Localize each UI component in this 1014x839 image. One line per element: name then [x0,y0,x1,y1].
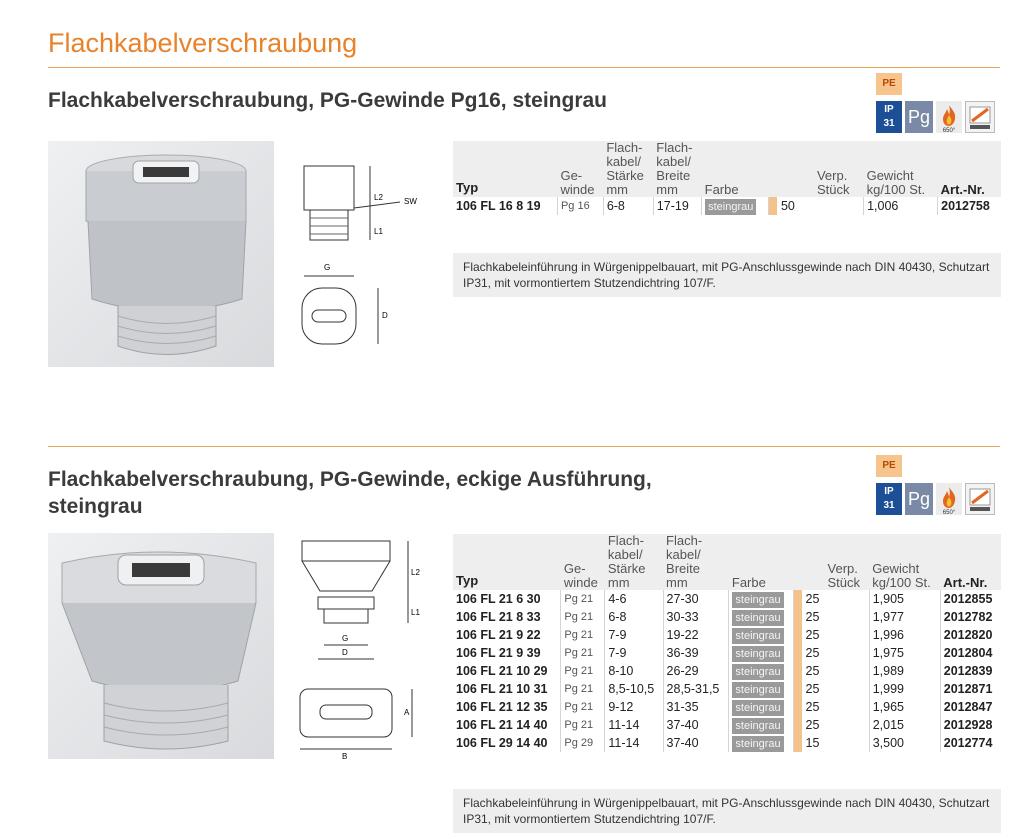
row-marker [793,716,802,734]
cell-art: 2012758 [941,199,990,213]
cell-typ: 106 FL 21 10 31 [453,680,561,698]
cell-gewinde: Pg 21 [561,680,605,698]
cell-art: 2012782 [943,610,993,624]
col-typ-header: Typ [456,573,479,588]
col-art-header: Art.-Nr. [943,575,988,590]
cell-art: 2012928 [943,718,993,732]
section2-title [48,466,652,520]
dim-b-label: B [342,752,348,761]
row-marker [793,734,802,752]
cell-farbe [729,734,793,752]
cell-breite: 26-29 [663,662,729,680]
table-row [453,626,1001,644]
farbe-chip: steingrau [732,592,783,608]
cell-typ: 106 FL 21 14 40 [453,716,561,734]
cell-breite: 19-22 [663,626,729,644]
dim-l2-label: L2 [374,193,383,202]
product-photo-1 [48,141,274,367]
farbe-chip: steingrau [732,628,783,644]
table-header-row [453,534,1001,590]
cell-verp: 25 [802,608,870,626]
table-row [453,197,1001,215]
row-marker [793,608,802,626]
col-breite-header: Flach- kabel/ Breite mm [666,533,703,590]
cell-verp: 25 [802,698,870,716]
cell-verp: 25 [802,680,870,698]
farbe-chip: steingrau [732,664,783,680]
cell-staerke: 7-9 [605,626,663,644]
row-marker [793,626,802,644]
col-art-header: Art.-Nr. [940,182,985,197]
col-staerke-header: Flach- kabel/ Stärke mm [606,140,644,197]
cell-gewinde: Pg 21 [561,644,605,662]
cell-gewicht: 1,006 [864,197,938,215]
row-marker [768,197,777,215]
table-body [453,590,1001,752]
pe-badge: PE [876,455,902,477]
col-gewinde-header: Ge- winde [560,168,595,197]
divider [48,67,1000,68]
badge-group [876,73,1000,137]
cell-gewinde: Pg 29 [561,734,605,752]
row-marker [793,698,802,716]
ip-value: 31 [883,118,895,129]
section1-title: Flachkabelverschraubung, PG-Gewinde Pg16, steingrau [48,89,607,112]
cell-farbe [729,590,793,608]
cell-typ: 106 FL 21 8 33 [453,608,561,626]
cell-farbe [702,197,769,215]
product-table-1 [453,141,1001,215]
ip-badge [876,483,902,515]
cell-staerke: 8,5-10,5 [605,680,663,698]
cell-farbe [729,608,793,626]
row-marker [793,680,802,698]
dim-l2-label: L2 [411,568,420,577]
cell-verp: 25 [802,644,870,662]
cell-typ: 106 FL 21 9 39 [453,644,561,662]
cell-art: 2012774 [943,736,993,750]
cell-typ: 106 FL 21 10 29 [453,662,561,680]
cell-staerke: 11-14 [605,716,663,734]
cell-art: 2012847 [943,700,993,714]
section2-description: Flachkabeleinführung in Würgenippelbauart, mit PG-Anschlussgewinde nach DIN 40430, Schutzart IP31, mit vormontiertem Stutzendichtring 107/F. [453,789,1001,833]
cell-gewicht: 2,015 [869,716,940,734]
dim-a-label: A [404,708,410,717]
cell-farbe [729,680,793,698]
cell-verp: 25 [802,662,870,680]
farbe-chip: steingrau [732,682,783,698]
dim-d-label: D [342,648,348,657]
table-row [453,716,1001,734]
cell-breite: 27-30 [663,590,729,608]
cell-gewinde: Pg 21 [561,626,605,644]
cell-verp: 25 [802,716,870,734]
pe-badge: PE [876,73,902,95]
cell-farbe [729,662,793,680]
col-gewicht-header: Gewicht kg/100 St. [866,168,926,197]
farbe-chip: steingrau [732,700,783,716]
ip-label: IP [884,104,894,115]
cell-staerke: 4-6 [605,590,663,608]
table-row [453,734,1001,752]
col-typ-header: Typ [456,180,479,195]
dim-sw-label: SW [404,197,417,206]
farbe-chip: steingrau [732,718,783,734]
cell-staerke: 9-12 [605,698,663,716]
cell-art: 2012871 [943,682,993,696]
section1-description: Flachkabeleinführung in Würgenippelbauart, mit PG-Anschlussgewinde nach DIN 40430, Schutzart IP31, mit vormontiertem Stutzendichtring 107/F. [453,253,1001,297]
cell-breite: 37-40 [663,734,729,752]
section2-title-line1: Flachkabelverschraubung, PG-Gewinde, eckige Ausführung, [48,468,652,491]
dim-l1-label: L1 [411,608,420,617]
col-farbe-header: Farbe [731,575,766,590]
cell-art: 2012804 [943,646,993,660]
cell-typ: 106 FL 16 8 19 [453,197,557,215]
col-staerke-header: Flach- kabel/ Stärke mm [607,533,646,590]
cell-staerke: 6-8 [605,608,663,626]
farbe-chip: steingrau [732,736,783,752]
table-header-row [453,141,1001,197]
pg-badge: Pg [905,483,933,515]
table-row [453,608,1001,626]
row-marker [793,644,802,662]
cell-gewinde: Pg 16 [557,197,603,215]
cell-gewicht: 1,965 [869,698,940,716]
table-row [453,590,1001,608]
cell-gewicht: 1,989 [869,662,940,680]
ip-badge [876,101,902,133]
cell-staerke: 6-8 [603,197,653,215]
fire-icon [936,483,962,515]
farbe-chip: steingrau [705,199,756,215]
dim-d-label: D [382,311,388,320]
farbe-chip: steingrau [732,646,783,662]
ip-value: 31 [883,500,895,511]
cell-breite: 30-33 [663,608,729,626]
cell-verp: 25 [802,590,870,608]
cell-art: 2012839 [943,664,993,678]
cell-breite: 37-40 [663,716,729,734]
table-row [453,662,1001,680]
cell-gewinde: Pg 21 [561,608,605,626]
col-breite-header: Flach- kabel/ Breite mm [656,140,693,197]
table-row [453,644,1001,662]
cell-gewicht: 1,996 [869,626,940,644]
col-gewicht-header: Gewicht kg/100 St. [872,561,931,590]
fire-icon [936,101,962,133]
table-row [453,698,1001,716]
cell-typ: 106 FL 21 6 30 [453,590,561,608]
row-marker [793,662,802,680]
phone-icon [965,101,995,133]
technical-drawing-2 [290,535,430,765]
table-row [453,680,1001,698]
cell-breite: 17-19 [653,197,701,215]
dim-l1-label: L1 [374,227,383,236]
product-table-2 [453,534,1001,752]
cell-staerke: 8-10 [605,662,663,680]
cell-gewicht: 3,500 [869,734,940,752]
cell-gewinde: Pg 21 [561,698,605,716]
cell-verp: 25 [802,626,870,644]
cell-gewicht: 1,977 [869,608,940,626]
cell-verp: 50 [777,197,864,215]
col-verp-header: Verp. Stück [827,561,861,590]
cell-breite: 36-39 [663,644,729,662]
cell-verp: 15 [802,734,870,752]
cell-gewinde: Pg 21 [561,590,605,608]
cell-gewicht: 1,975 [869,644,940,662]
dim-g-label: G [342,634,349,643]
cell-farbe [729,644,793,662]
cell-gewicht: 1,905 [869,590,940,608]
row-marker [793,590,802,608]
product-photo-2 [48,533,274,759]
cell-farbe [729,698,793,716]
cell-gewicht: 1,999 [869,680,940,698]
cell-staerke: 11-14 [605,734,663,752]
cell-staerke: 7-9 [605,644,663,662]
col-verp-header: Verp. Stück [816,168,850,197]
cell-typ: 106 FL 21 12 35 [453,698,561,716]
fire-temp-label: 650° [942,510,956,515]
cell-typ: 106 FL 21 9 22 [453,626,561,644]
farbe-chip: steingrau [732,610,783,626]
phone-icon [965,483,995,515]
cell-art: 2012855 [943,592,993,606]
cell-farbe [729,626,793,644]
cell-breite: 28,5-31,5 [663,680,729,698]
ip-label: IP [884,486,894,497]
col-gewinde-header: Ge- winde [563,561,598,590]
cell-gewinde: Pg 21 [561,662,605,680]
col-farbe-header: Farbe [704,182,739,197]
cell-gewinde: Pg 21 [561,716,605,734]
technical-drawing-1 [290,158,430,358]
cell-breite: 31-35 [663,698,729,716]
page-title: Flachkabelverschraubung [48,28,358,58]
cell-art: 2012820 [943,628,993,642]
pg-badge: Pg [905,101,933,133]
divider [48,446,1000,447]
fire-temp-label: 650° [942,128,956,133]
cell-farbe [729,716,793,734]
section2-title-line2: steingrau [48,495,143,518]
dim-g-label: G [324,263,331,272]
badge-group [876,455,1000,519]
cell-typ: 106 FL 29 14 40 [453,734,561,752]
